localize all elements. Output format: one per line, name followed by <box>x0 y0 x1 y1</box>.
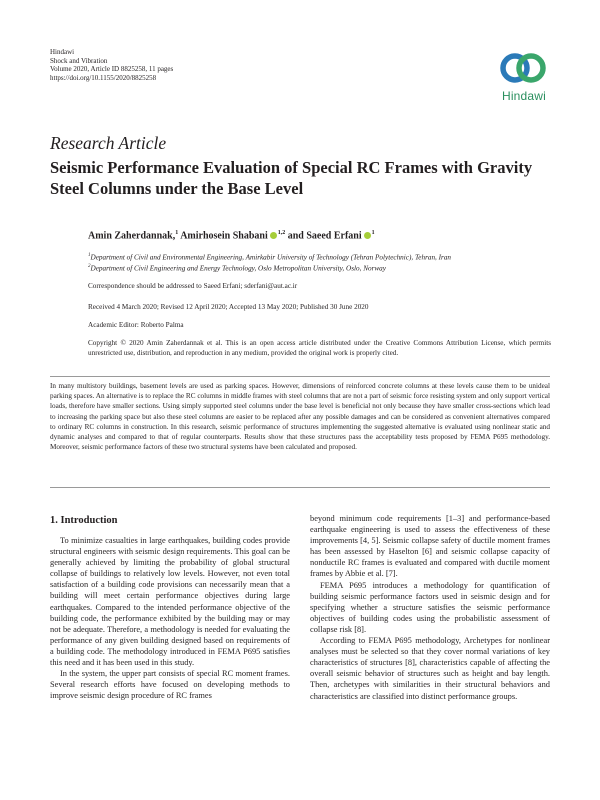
orcid-icon[interactable] <box>270 232 277 239</box>
paragraph: FEMA P695 introduces a methodology for quantification of building seismic performance factors used in seismic design and for specifying whether a structure satisfies the seismic performance objectives of building codes using the probabilistic assessment of collapse risk [8]. <box>310 580 550 634</box>
doi-link[interactable]: https://doi.org/10.1155/2020/8825258 <box>50 73 157 82</box>
left-column <box>50 535 290 701</box>
paragraph: According to FEMA P695 methodology, Archetypes for nonlinear analyses must be selected so that they cover normal variations of key characteristics of structures [8], characteristics capable of affecting the overall seismic behavior of structures such as height and bay length. Then, archetypes with similarities in their structural behaviors and characteristics are classified into distinct performance groups. <box>310 636 550 701</box>
academic-editor: Academic Editor: Roberto Palma <box>88 321 184 329</box>
author-name: and Saeed Erfani <box>287 230 362 242</box>
article-type: Research Article <box>50 133 167 153</box>
journal-name: Shock and Vibration <box>50 56 108 65</box>
abstract: In many multistory buildings, basement levels are used as parking spaces. However, dimensions of reinforced concrete columns at these levels cause them to be unideal parking spaces. An alternative is to replace the RC columns in middle frames with steel columns that are not a part of seismic force resisting system and only support vertical loads, therefore have smaller sections. Using simply supported steel columns under the base level is beneficial not only because they have smaller cross-sections which lead to increasing the parking space but also these steel columns are easier to be replaced after any possible damages and can be considered as convenient alternatives compared to ordinary RC columns in construction. In this research, seismic performance of structures implementing the suggested alternative is evaluated using nonlinear static and dynamic analyses and compared to that of regular counterparts. Results show that these structures pass the acceptability tests proposed by FEMA P695 methodology. Moreover, seismic performance factors of these two structural systems have been calculated and proposed. <box>50 382 550 452</box>
author-affiliation-mark: 1,2 <box>277 230 286 236</box>
affiliation-text: Department of Civil Engineering and Energy Technology, Oslo Metropolitan University, Oslo, Norway <box>90 264 386 273</box>
affiliation-2 <box>88 264 386 272</box>
paragraph: To minimize casualties in large earthquakes, building codes provide structural engineers with seismic design requirements. This goal can be generally achieved by limiting the probability of global structural collapse of buildings to relatively low levels. However, not even total satisfaction of a building code provisions can necessarily mean that a building will meet certain performance objectives during large earthquakes. Compared to the intended performance objective of the building code, the performance exhibited by the building may or may not be adequate. Therefore, a methodology is needed for evaluating the performance of any given building designed based on requirements of a building code. The methodology introduced in FEMA P695 satisfies this need and it has been used in this study. <box>50 536 290 668</box>
author-list <box>88 230 375 241</box>
paragraph: beyond minimum code requirements [1–3] and performance-based earthquake engineering is used to assess the effectiveness of these improvements [4, 5]. Seismic collapse safety of ductile moment frames has been assessed by Haselton [6] and seismic collapse capacity of nonductile RC frames is evaluated and compared with ductile moment frames by Abbie et al. [7]. <box>310 514 550 579</box>
right-column <box>310 513 550 702</box>
paragraph: In the system, the upper part consists of special RC moment frames. Several research efforts have focused on developing methods to improve seismic design procedure of RC frames <box>50 669 290 701</box>
paper-title: Seismic Performance Evaluation of Special RC Frames with Gravity Steel Columns under the Base Level <box>50 158 533 198</box>
orcid-icon[interactable] <box>364 232 371 239</box>
publication-dates: Received 4 March 2020; Revised 12 April 2020; Accepted 13 May 2020; Published 30 June 2020 <box>88 303 369 311</box>
affiliation-mark: 2 <box>88 264 91 269</box>
abstract-bottom-rule <box>50 487 550 488</box>
affiliation-mark: 1 <box>88 253 91 258</box>
author-affiliation-mark: 1 <box>371 230 375 236</box>
affiliation-1 <box>88 253 451 261</box>
correspondence: Correspondence should be addressed to Saeed Erfani; sderfani@aut.ac.ir <box>88 282 298 290</box>
journal-metadata <box>50 48 173 82</box>
author-affiliation-mark: 1 <box>175 230 179 236</box>
abstract-top-rule <box>50 376 550 377</box>
author-name: Amirhosein Shabani <box>180 230 268 242</box>
hindawi-logo-text: Hindawi <box>501 89 547 103</box>
section-heading: 1. Introduction <box>50 515 118 526</box>
publisher-name: Hindawi <box>50 48 75 56</box>
author-name: Amin Zaherdannak, <box>88 230 176 242</box>
copyright-notice: Copyright © 2020 Amin Zaherdannak et al. This is an open access article distributed under the Creative Commons Attribution License, which permits unrestricted use, distribution, and reproduction in any medium, provided the original work is properly cited. <box>88 339 551 357</box>
volume-info: Volume 2020, Article ID 8825258, 11 pages <box>50 65 174 74</box>
affiliation-text: Department of Civil and Environmental Engineering, Amirkabir University of Technology (Tehran Polytechnic), Tehran, Iran <box>90 253 452 262</box>
